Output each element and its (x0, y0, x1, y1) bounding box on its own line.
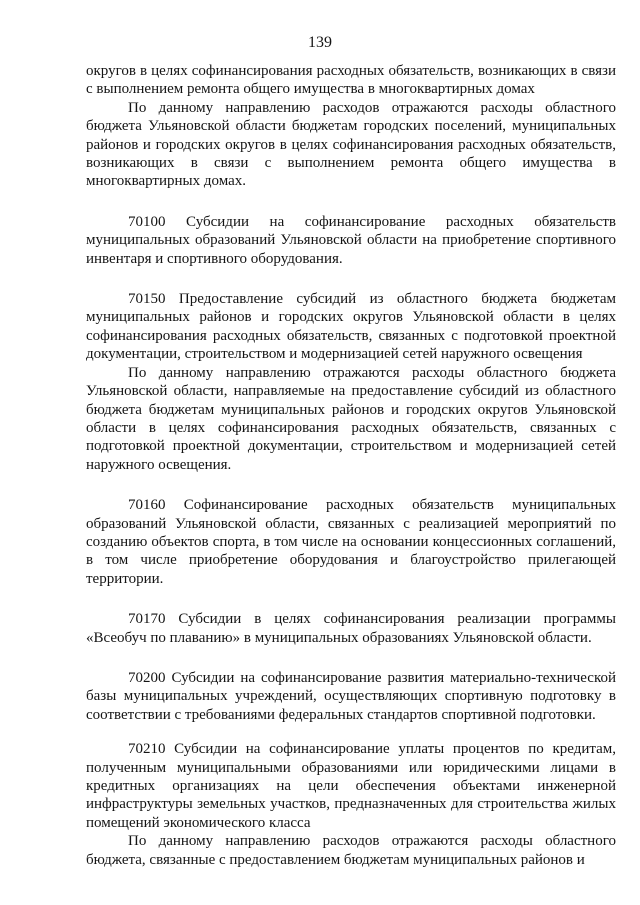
paragraph-code-70160: 70160 Софинансирование расходных обязательств муниципальных образований Ульяновской области, связанных с реализацией мероприятий по созданию объектов спорта, в том числе на основании концессионных соглашений, в том числе приобретение оборудования и благоустройство прилегающей территории. (86, 497, 616, 587)
paragraph-code-70100: 70100 Субсидии на софинансирование расходных обязательств муниципальных образований Ульяновской области на приобретение спортивного инвентаря и спортивного оборудования. (86, 213, 616, 267)
document-body (86, 62, 616, 869)
paragraph-code-70170: 70170 Субсидии в целях софинансирования реализации программы «Всеобуч по плаванию» в муниципальных образованиях Ульяновской области. (86, 611, 616, 646)
paragraph-continuation: округов в целях софинансирования расходных обязательств, возникающих в связи с выполнением ремонта общего имущества в многоквартирных домах (86, 63, 616, 98)
paragraph-code-70150: 70150 Предоставление субсидий из областного бюджета бюджетам муниципальных районов и городских округов Ульяновской области в целях софинансирования расходных обязательств, связанных с подготовкой проектной документации, строительством и модернизацией сетей наружного освещения (86, 291, 616, 363)
page-number: 139 (308, 34, 332, 51)
paragraph-description: По данному направлению расходов отражаются расходы областного бюджета, связанные с предоставлением бюджетам муниципальных районов и (86, 833, 616, 868)
paragraph-description: По данному направлению расходов отражаются расходы областного бюджета Ульяновской области бюджетам городских поселений, муниципальных районов и городских округов в целях софинансирования расходных обязательств, возникающих в связи с выполнением ремонта общего имущества в многоквартирных домах. (86, 99, 616, 190)
paragraph-description: По данному направлению отражаются расходы областного бюджета Ульяновской области, направляемые на предоставление субсидий из областного бюджета бюджетам муниципальных районов и городских округов Ульяновской области в целях софинансирования расходных обязательств, связанных с подготовкой проектной документации, строительством и модернизацией сетей наружного освещения. (86, 364, 616, 473)
paragraph-code-70200: 70200 Субсидии на софинансирование развития материально-технической базы муниципальных учреждений, осуществляющих спортивную подготовку в соответствии с требованиями федеральных стандартов спортивной подготовки. (86, 669, 616, 723)
paragraph-code-70210: 70210 Субсидии на софинансирование уплаты процентов по кредитам, полученным муниципальными образованиями или юридическими лицами в кредитных организациях на цели обеспечения объектами инженерной инфраструктуры земельных участков, предназначенных для строительства жилых помещений экономического класса (86, 741, 616, 831)
